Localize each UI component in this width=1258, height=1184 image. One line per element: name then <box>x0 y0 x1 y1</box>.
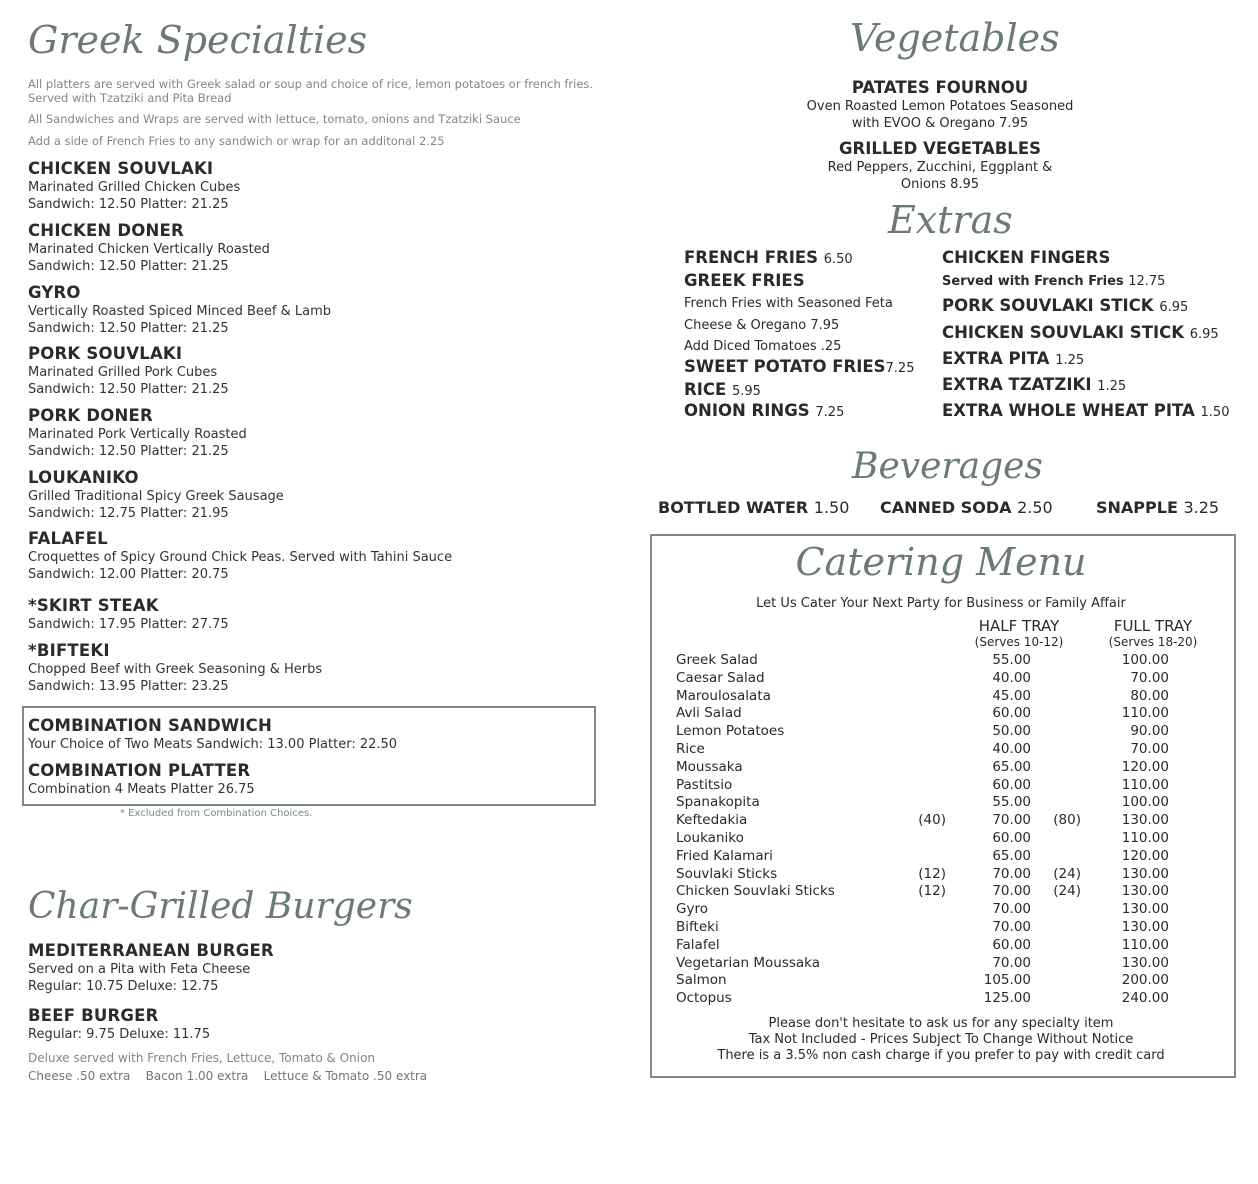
table-row <box>676 705 1196 723</box>
table-row <box>676 777 1196 795</box>
table-row <box>676 848 1196 866</box>
catering-item-name: Bifteki <box>676 919 719 935</box>
half-tray-price: 70.00 <box>992 954 1031 971</box>
catering-item-name: Chicken Souvlaki Sticks <box>676 883 835 900</box>
full-tray-price: 200.00 <box>1121 972 1169 989</box>
catering-item-name: Fried Kalamari <box>676 847 773 864</box>
half-tray-price: 60.00 <box>992 776 1031 793</box>
full-tray-price: 110.00 <box>1121 830 1169 846</box>
half-tray-price: 60.00 <box>992 705 1031 722</box>
extra-item <box>942 375 1126 397</box>
item-price: Sandwich: 12.00 Platter: 20.75 <box>28 567 229 582</box>
item-name: GRILLED VEGETABLES <box>839 139 1041 158</box>
catering-item-name: Caesar Salad <box>676 669 765 686</box>
item-price: Sandwich: 17.95 Platter: 27.75 <box>28 617 229 632</box>
catering-item-name: Keftedakia <box>676 812 748 829</box>
full-tray-price: 130.00 <box>1121 954 1169 971</box>
combination-sandwich <box>28 716 608 753</box>
full-tray-header: FULL TRAY <box>1113 617 1193 635</box>
item-price: Sandwich: 13.95 Platter: 23.25 <box>28 679 229 694</box>
item-name: SNAPPLE <box>1096 498 1178 517</box>
item-desc: Marinated Pork Vertically Roasted <box>28 427 247 442</box>
beverages-title: Beverages <box>852 446 1043 487</box>
full-tray-price: 120.00 <box>1121 758 1169 775</box>
item-name: CANNED SODA <box>880 498 1012 517</box>
full-tray-price: 120.00 <box>1121 847 1169 864</box>
half-tray-quantity: (12) <box>918 883 946 900</box>
menu-item <box>790 78 1090 132</box>
table-row <box>676 759 1196 777</box>
sandwich-note: All Sandwiches and Wraps are served with lettuce, tomato, onions and Tzatziki Sauce <box>28 112 521 126</box>
catering-item-name: Vegetarian Moussaka <box>676 954 821 971</box>
full-tray-price: 130.00 <box>1121 883 1169 900</box>
item-price: Regular: 10.75 Deluxe: 12.75 <box>28 979 219 994</box>
item-name: BOTTLED WATER <box>658 498 809 517</box>
catering-item-name: Pastitsio <box>676 776 733 793</box>
item-name: CHICKEN SOUVLAKI STICK <box>942 323 1184 342</box>
item-name: EXTRA WHOLE WHEAT PITA <box>942 401 1195 420</box>
item-price: 3.25 <box>1183 498 1220 517</box>
item-name: COMBINATION PLATTER <box>28 761 251 780</box>
item-name: PORK DONER <box>28 406 153 425</box>
table-row <box>676 723 1196 741</box>
full-tray-serves: (Serves 18-20) <box>1108 635 1198 649</box>
half-tray-header: HALF TRAY <box>978 617 1060 635</box>
item-price: 1.25 <box>1055 353 1085 368</box>
item-price: Sandwich: 12.50 Platter: 21.25 <box>28 259 229 274</box>
item-desc: Your Choice of Two Meats Sandwich: 13.00 Platter: 22.50 <box>28 737 398 752</box>
menu-item <box>28 1006 608 1043</box>
half-tray-price: 40.00 <box>992 669 1031 686</box>
item-desc: Marinated Chicken Vertically Roasted <box>28 242 270 257</box>
full-tray-price: 70.00 <box>1130 669 1169 686</box>
half-tray-price: 70.00 <box>992 919 1031 935</box>
half-tray-price: 65.00 <box>992 758 1031 775</box>
item-name: FALAFEL <box>28 529 108 548</box>
catering-item-name: Moussaka <box>676 758 743 775</box>
full-tray-price: 130.00 <box>1121 919 1169 935</box>
full-tray-price: 90.00 <box>1130 723 1169 740</box>
table-row <box>676 955 1196 973</box>
item-name: CHICKEN SOUVLAKI <box>28 159 214 178</box>
catering-item-name: Falafel <box>676 936 720 953</box>
extra-item <box>684 401 844 423</box>
item-price: 7.25 <box>885 361 915 376</box>
catering-footer: Tax Not Included - Prices Subject To Change Without Notice <box>748 1032 1134 1047</box>
item-desc: with EVOO & Oregano 7.95 <box>851 116 1029 131</box>
table-row <box>676 670 1196 688</box>
menu-item <box>28 641 608 695</box>
extra-item <box>942 248 1110 268</box>
item-price: Sandwich: 12.50 Platter: 21.25 <box>28 321 229 336</box>
full-tray-price: 100.00 <box>1121 794 1169 811</box>
table-row <box>676 883 1196 901</box>
item-price: 1.50 <box>1200 405 1230 420</box>
item-name: CHICKEN FINGERS <box>942 248 1111 267</box>
menu-item <box>28 468 608 522</box>
fries-note: Add a side of French Fries to any sandwich or wrap for an additonal 2.25 <box>28 134 445 148</box>
half-tray-price: 60.00 <box>992 936 1031 953</box>
item-price: Sandwich: 12.50 Platter: 21.25 <box>28 197 229 212</box>
beverage-item <box>658 498 849 517</box>
half-tray-price: 70.00 <box>992 883 1031 900</box>
item-desc: Combination 4 Meats Platter 26.75 <box>28 782 255 797</box>
item-price: 5.95 <box>731 384 761 399</box>
item-desc: Vertically Roasted Spiced Minced Beef & Lamb <box>28 304 331 319</box>
item-price: 1.25 <box>1097 379 1127 394</box>
item-desc: Red Peppers, Zucchini, Eggplant & <box>827 160 1053 175</box>
item-desc: Served with French Fries <box>942 274 1124 289</box>
full-tray-price: 110.00 <box>1121 776 1169 793</box>
item-name: GYRO <box>28 283 81 302</box>
item-desc: Cheese & Oregano 7.95 <box>684 318 840 333</box>
full-tray-quantity: (24) <box>1053 883 1081 900</box>
full-tray-price: 70.00 <box>1130 741 1169 757</box>
full-tray-quantity: (80) <box>1053 812 1081 829</box>
extra-item <box>942 349 1084 371</box>
item-price: Sandwich: 12.50 Platter: 21.25 <box>28 382 229 397</box>
item-desc: Marinated Grilled Pork Cubes <box>28 365 218 380</box>
platter-note: All platters are served with Greek salad or soup and choice of rice, lemon potatoes or french fries. Served with Tzatziki and Pita Bread <box>28 77 594 105</box>
item-price: Sandwich: 12.50 Platter: 21.25 <box>28 444 229 459</box>
table-row <box>676 652 1196 670</box>
item-price: 7.25 <box>815 405 845 420</box>
item-desc: French Fries with Seasoned Feta <box>684 296 893 311</box>
item-name: FRENCH FRIES <box>684 248 818 267</box>
full-tray-price: 240.00 <box>1121 990 1169 1007</box>
half-tray-quantity: (12) <box>918 865 946 882</box>
table-row <box>676 937 1196 955</box>
item-price: 2.50 <box>1017 498 1053 517</box>
full-tray-price: 130.00 <box>1121 865 1169 882</box>
table-row <box>676 866 1196 884</box>
extras-title: Extras <box>888 198 1013 242</box>
beverage-item <box>880 498 1053 517</box>
item-name: *BIFTEKI <box>28 641 110 660</box>
half-tray-price: 45.00 <box>992 687 1031 704</box>
item-name: PORK SOUVLAKI STICK <box>942 296 1154 315</box>
burger-extras-note: Cheese .50 extra Bacon 1.00 extra Lettuce & Tomato .50 extra <box>28 1069 428 1083</box>
table-row <box>676 972 1196 990</box>
item-name: EXTRA PITA <box>942 349 1050 368</box>
item-name: BEEF BURGER <box>28 1006 159 1025</box>
item-name: CHICKEN DONER <box>28 221 184 240</box>
half-tray-price: 60.00 <box>992 830 1031 846</box>
item-name: LOUKANIKO <box>28 468 139 487</box>
extra-item <box>684 271 805 291</box>
item-price: 6.95 <box>1159 300 1189 315</box>
item-price: 12.75 <box>1128 274 1166 289</box>
item-desc: Marinated Grilled Chicken Cubes <box>28 180 241 195</box>
item-name: MEDITERRANEAN BURGER <box>28 941 274 960</box>
item-desc: Onions 8.95 <box>900 177 980 192</box>
extra-item <box>942 323 1219 345</box>
catering-title: Catering Menu <box>795 540 1087 584</box>
menu-item <box>790 139 1090 193</box>
item-name: GREEK FRIES <box>684 271 805 290</box>
item-desc: Add Diced Tomatoes .25 <box>684 339 842 354</box>
catering-item-name: Gyro <box>676 901 708 918</box>
catering-footer: There is a 3.5% non cash charge if you prefer to pay with credit card <box>717 1048 1165 1063</box>
half-tray-price: 50.00 <box>992 723 1031 740</box>
full-tray-price: 110.00 <box>1121 705 1169 722</box>
table-row <box>676 901 1196 919</box>
table-row <box>676 919 1196 937</box>
extra-item <box>942 296 1188 318</box>
menu-item <box>28 941 608 995</box>
catering-item-name: Souvlaki Sticks <box>676 865 778 882</box>
catering-footer: Please don't hesitate to ask us for any specialty item <box>768 1016 1114 1031</box>
table-row <box>676 990 1196 1008</box>
full-tray-quantity: (24) <box>1053 865 1081 882</box>
item-name: SWEET POTATO FRIES <box>684 357 886 376</box>
item-price: 6.95 <box>1189 327 1219 342</box>
item-name: PATATES FOURNOU <box>851 78 1029 97</box>
item-name: COMBINATION SANDWICH <box>28 716 272 735</box>
half-tray-price: 70.00 <box>992 865 1031 882</box>
full-tray-price: 130.00 <box>1121 812 1169 829</box>
greek-specialties-title: Greek Specialties <box>28 18 368 62</box>
item-desc: Croquettes of Spicy Ground Chick Peas. Served with Tahini Sauce <box>28 550 453 565</box>
item-desc: Chopped Beef with Greek Seasoning & Herbs <box>28 662 323 677</box>
item-desc: Served on a Pita with Feta Cheese <box>28 962 251 977</box>
combination-platter <box>28 761 608 798</box>
extra-item <box>684 380 761 402</box>
item-price: Regular: 9.75 Deluxe: 11.75 <box>28 1027 211 1042</box>
catering-item-name: Avli Salad <box>676 705 742 722</box>
item-name: *SKIRT STEAK <box>28 596 159 615</box>
half-tray-price: 40.00 <box>992 741 1031 757</box>
half-tray-price: 70.00 <box>992 901 1031 918</box>
full-tray-price: 80.00 <box>1130 687 1169 704</box>
item-desc: Oven Roasted Lemon Potatoes Seasoned <box>806 99 1074 114</box>
burgers-title: Char-Grilled Burgers <box>28 886 413 927</box>
full-tray-price: 110.00 <box>1121 936 1169 953</box>
item-desc: Grilled Traditional Spicy Greek Sausage <box>28 489 284 504</box>
catering-item-name: Greek Salad <box>676 652 758 668</box>
menu-item <box>28 406 608 460</box>
table-row <box>676 794 1196 812</box>
full-tray-price: 130.00 <box>1121 901 1169 918</box>
half-tray-price: 105.00 <box>983 972 1031 989</box>
catering-item-name: Loukaniko <box>676 830 744 846</box>
catering-item-name: Spanakopita <box>676 794 760 811</box>
vegetables-title: Vegetables <box>850 16 1060 60</box>
extra-item <box>684 357 914 379</box>
menu-item <box>28 159 608 213</box>
extra-item <box>684 248 853 270</box>
catering-subtitle: Let Us Cater Your Next Party for Business or Family Affair <box>756 596 1126 611</box>
item-price: 1.50 <box>813 498 850 517</box>
half-tray-price: 65.00 <box>992 847 1031 864</box>
item-name: EXTRA TZATZIKI <box>942 375 1092 394</box>
table-row <box>676 812 1196 830</box>
table-row <box>676 830 1196 848</box>
table-row <box>676 688 1196 706</box>
menu-item <box>28 221 608 275</box>
full-tray-price: 100.00 <box>1121 652 1169 668</box>
deluxe-note: Deluxe served with French Fries, Lettuce, Tomato & Onion <box>28 1051 376 1065</box>
catering-item-name: Maroulosalata <box>676 687 771 704</box>
menu-item <box>28 344 608 398</box>
catering-item-name: Lemon Potatoes <box>676 723 785 740</box>
half-tray-price: 55.00 <box>992 794 1031 811</box>
combination-footnote: * Excluded from Combination Choices. <box>120 808 313 819</box>
extra-item <box>942 273 1165 290</box>
half-tray-price: 55.00 <box>992 652 1031 668</box>
table-row <box>676 741 1196 759</box>
menu-item <box>28 596 608 633</box>
item-name: PORK SOUVLAKI <box>28 344 183 363</box>
catering-item-name: Octopus <box>676 990 732 1007</box>
half-tray-price: 125.00 <box>983 990 1031 1007</box>
menu-item <box>28 529 608 583</box>
item-name: ONION RINGS <box>684 401 810 420</box>
item-price: 6.50 <box>823 252 853 267</box>
catering-item-name: Rice <box>676 741 705 757</box>
extra-item <box>942 401 1229 423</box>
half-tray-quantity: (40) <box>918 812 946 829</box>
catering-item-name: Salmon <box>676 972 727 989</box>
item-name: RICE <box>684 380 727 399</box>
item-price: Sandwich: 12.75 Platter: 21.95 <box>28 506 229 521</box>
beverage-item <box>1096 498 1219 517</box>
half-tray-serves: (Serves 10-12) <box>974 635 1064 649</box>
half-tray-price: 70.00 <box>992 812 1031 829</box>
menu-item <box>28 283 608 337</box>
